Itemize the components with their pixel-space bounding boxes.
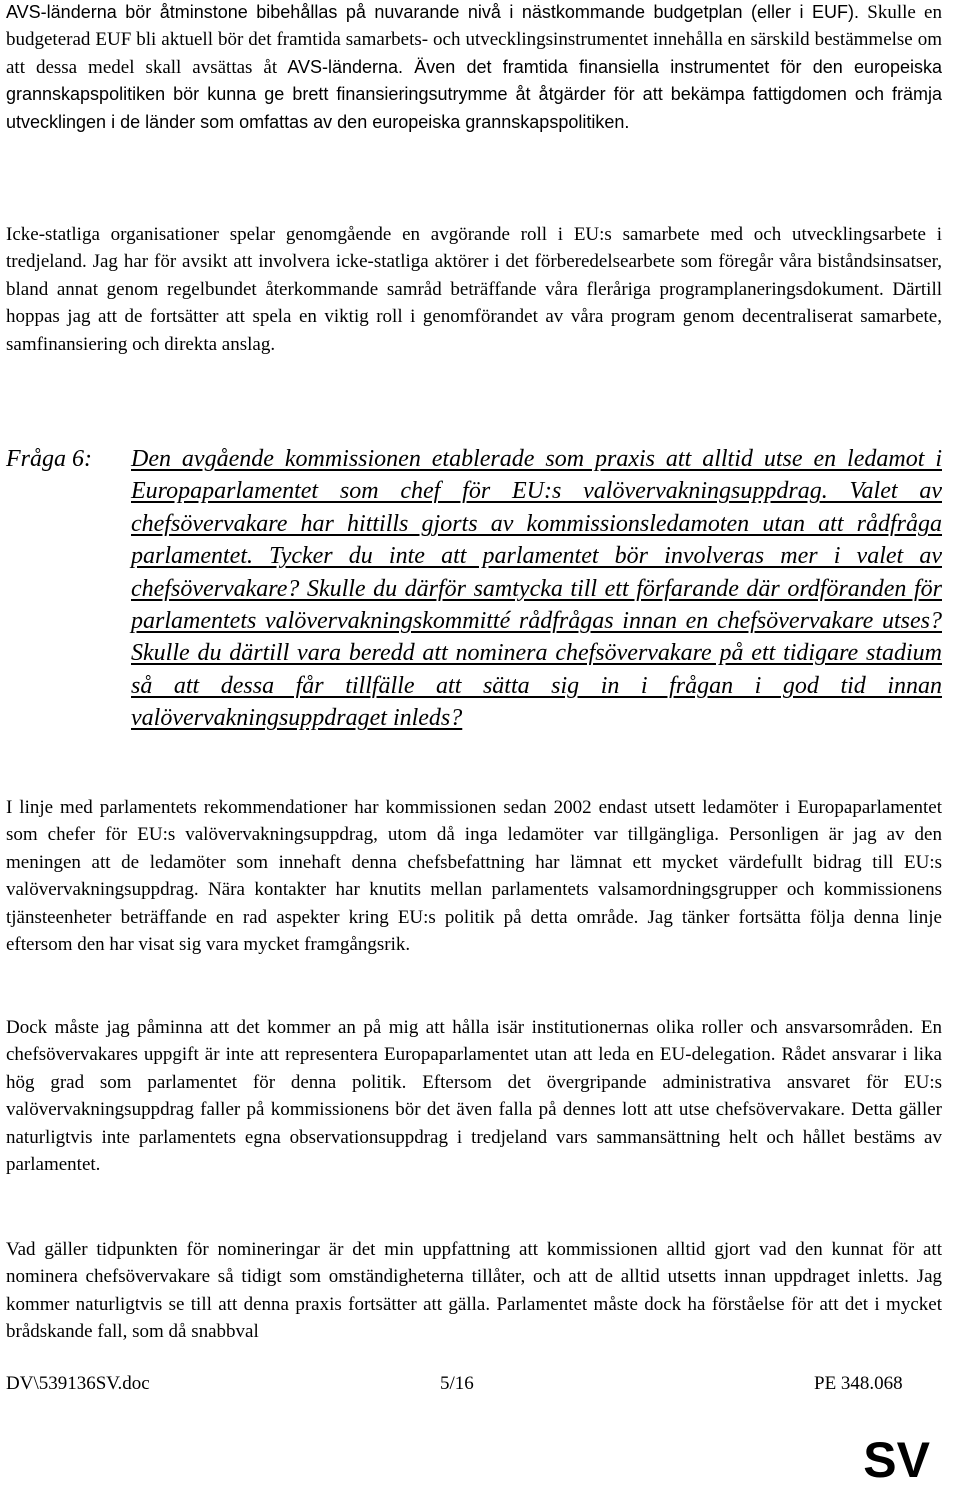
language-code: SV <box>863 1432 930 1488</box>
paragraph-4: Dock måste jag påminna att det kommer an på mig att hålla isär institutionernas olika roller och ansvarsområden. En chefsövervakares uppgift är inte att representera Europaparlamentet utan att leda en EU-delegation. Rådet ansvarar i lika hög grad som parlamentet för denna politik. Eftersom det övergripande administrativa ansvaret för EU:s valövervakningsuppdrag faller på kommissionens bör det även falla på dennes lott att utse chefsövervakare. Detta gäller naturligtvis inte parlamentets egna observationsuppdrag i tredjeland vars sammansättning helt och hållet bestäms av parlamentet. <box>6 1017 942 1176</box>
paragraph-3: I linje med parlamentets rekommendationer har kommissionen sedan 2002 endast utsett ledamöter i Europaparlamentet som chefer för EU:s valövervakningsuppdrag, utom då inga ledamöter var tillgängliga. Personligen är jag av den meningen att de ledamöter som innehaft denna chefsbefattning har lämnat ett mycket värdefullt bidrag till EU:s valövervakningsuppdrag. Nära kontakter har knutits mellan parlamentets valsamordningsgrupper och kommissionens tjänsteenheter beträffande en rad aspekter kring EU:s politik på detta område. Jag tänker fortsätta följa denna linje eftersom den har visat sig vara mycket framgångsrik. <box>6 797 942 956</box>
footer-page-number: 5/16 <box>440 1373 474 1394</box>
paragraph-1-part-c: AVS-länderna. Även det framtida finansiella instrumentet för den europeiska grannskapspolitiken bör kunna ge brett finansieringsutrymme åt åtgärder för att bekämpa fattigdomen och främja utvecklingen i de länder som omfattas av den europeiska grannskapspolitiken. <box>6 56 942 132</box>
question-label: Fråga 6: <box>6 446 92 472</box>
paragraph-1-part-b: Skulle en budgeterad EUF bli aktuell bör det framtida samarbets- och utvecklingsinstrumentet innehålla en särskild bestämmelse om att dessa medel skall avsättas åt <box>6 2 942 78</box>
paragraph-2: Icke-statliga organisationer spelar genomgående en avgörande roll i EU:s samarbete med och utvecklingsarbete i tredjeland. Jag har för avsikt att involvera icke-statliga aktörer i det förberedelsearbete som föregår våra biståndsinsatser, bland annat genom regelbundet återkommande samråd beträffande våra fleråriga programplaneringsdokument. Därtill hoppas jag att de fortsätter att spela en viktig roll i genomförandet av våra program genom decentraliserat samarbete, samfinansiering och direkta anslag. <box>6 224 942 355</box>
footer-file-name: DV\539136SV.doc <box>6 1373 150 1394</box>
paragraph-1 <box>6 0 942 136</box>
footer-reference: PE 348.068 <box>814 1373 903 1394</box>
question-text: Den avgående kommissionen etablerade som praxis att alltid utse en ledamot i Europaparlamentet som chef för EU:s valövervakningsuppdrag. Valet av chefsövervakare har hittills gjorts av kommissionsledamoten utan att rådfråga parlamentet. Tycker du inte att parlamentet bör involveras mer i valet av chefsövervakare? Skulle du därför samtycka till ett förfarande där ordföranden för parlamentets valövervakningskommitté rådfrågas innan en chefsövervakare utses? Skulle du därtill vara beredd att nominera chefsövervakare på ett tidigare stadium så att dessa får tillfälle att sätta sig in i frågan i god tid innan valövervakningsuppdraget inleds? <box>131 446 942 732</box>
paragraph-5: Vad gäller tidpunkten för nomineringar är det min uppfattning att kommissionen alltid gjort vad den kunnat för att nominera chefsövervakare så tidigt som omständigheterna tillåter, och att de alltid utsetts innan uppdraget inletts. Jag kommer naturligtvis se till att denna praxis fortsätter att gälla. Parlamentet måste dock ha förståelse för att det i mycket brådskande fall, som då snabbval <box>6 1239 942 1343</box>
paragraph-1-part-a: AVS-länderna bör åtminstone bibehållas på nuvarande nivå i nästkommande budgetplan (eller i EUF). <box>6 2 860 22</box>
